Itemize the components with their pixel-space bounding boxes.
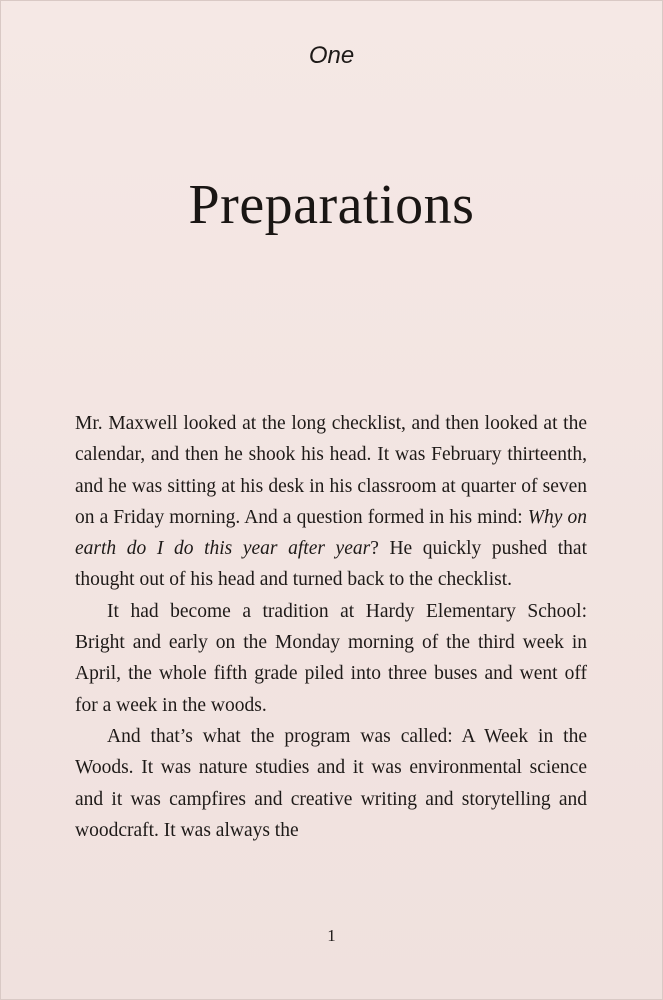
chapter-body: [75, 408, 587, 846]
page-number: 1: [327, 926, 336, 945]
paragraph-1-text-start: Mr. Maxwell looked at the long checklist, and then looked at the calendar, and then he shook his head. It was February thirteenth, and he was sitting at his desk in his classroom at quarter of seven on a Friday morning. And a question formed in his mind:: [75, 413, 587, 528]
chapter-number: One: [308, 42, 355, 69]
paragraph-1-italic-question: Why on earth do I do this year after year: [75, 506, 588, 560]
paragraph-2: It had become a tradition at Hardy Elementary School: Bright and early on the Monday morning of the third week in April, the whole fifth grade piled into three buses and went off for a week in the woods.: [75, 600, 587, 716]
chapter-title: Preparations: [188, 174, 475, 236]
paragraph-1-text-end: ? He quickly pushed that thought out of his head and turned back to the checklist.: [75, 538, 587, 591]
paragraph-1: [75, 408, 587, 596]
paragraph-3: And that’s what the program was called: A Week in the Woods. It was nature studies and it was environmental science and it was campfires and creative writing and storytelling and woodcraft. It was always the: [75, 725, 587, 841]
